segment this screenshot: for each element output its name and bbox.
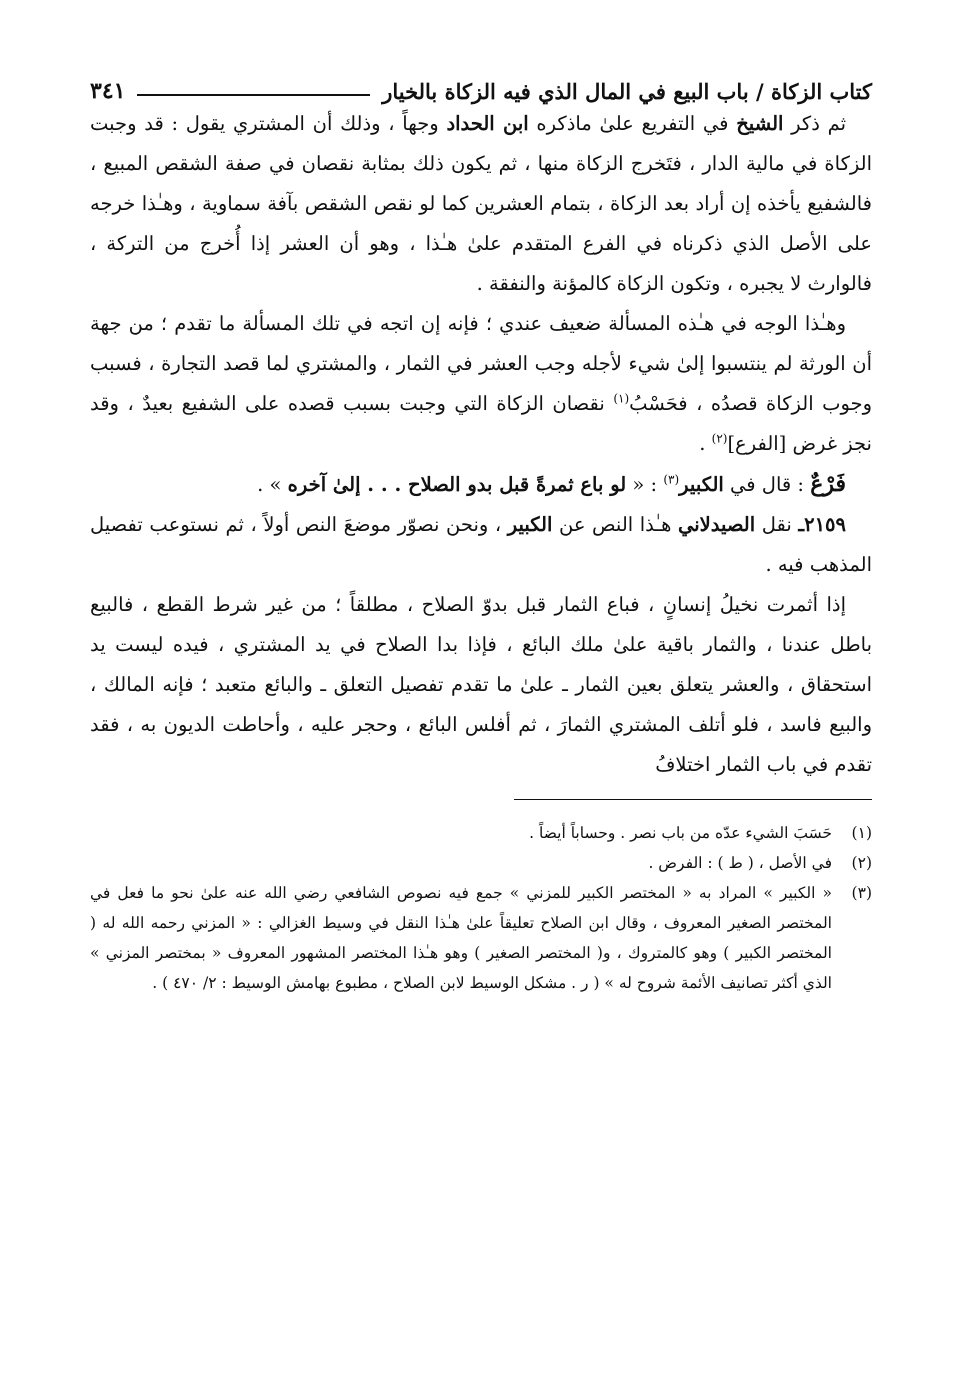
footnote-2 — [90, 848, 872, 878]
p3-text-e: » . — [257, 473, 288, 496]
p3-quote: لو باع ثمرةً قبل بدو الصلاح . . . إلىٰ آخره — [287, 473, 627, 496]
footnote-1 — [90, 818, 872, 848]
page-number: ٣٤١ — [90, 78, 126, 104]
footnote-text: « الكبير » المراد به « المختصر الكبير للمزني » جمع فيه نصوص الشافعي رضي الله عنه علىٰ نحو ما فعل في المختصر الصغير المعروف ، وقال ابن الصلاح تعليقاً علىٰ هـٰذا النقل في وسيط الغزالي : « المزني رحمه الله له ( المختصر الكبير ) وهو كالمتروك ، و( المختصر الصغير ) وهو هـٰذا المختصر المشهور المعروف « بمختصر المزني » الذي أكثر تصانيف الأئمة شروح له » ( ر . مشكل الوسيط لابن الصلاح ، مطبوع بهامش الوسيط : ٢/ ٤٧٠ ) . — [90, 884, 832, 992]
footnote-text: في الأصل ، ( ط ) : الفرض . — [648, 854, 832, 872]
footnote-ref-3[interactable]: (٣) — [663, 472, 680, 487]
p1-ibn-haddad: ابن الحداد — [446, 112, 529, 135]
p4-saydalani: الصيدلاني — [677, 513, 756, 536]
footnotes — [90, 818, 872, 998]
p3-text-a: : قال في — [723, 473, 811, 496]
p3-text-c: : « — [626, 473, 664, 496]
p1-text-e: وجهاً ، وذلك أن المشتري يقول : قد وجبت الزكاة في مالية الدار ، فتَخرج الزكاة منها ، ثم يكون ذلك بمثابة نقصان في صفة الشقص المبيع ، فالشفيع يأخذه إن أراد بعد الزكاة ، بتمام العشرين كما لو نقص الشقص بآفة سماوية ، وهـٰذا خرجه على الأصل الذي ذكرناه في الفرع المتقدم علىٰ هـٰذا ، وهو أن العشر إذا أُخرج من التركة ، فالوارث لا يجبره ، وتكون الزكاة كالمؤنة والنفقة . — [90, 112, 872, 295]
p4-kabir: الكبير — [507, 513, 553, 536]
paragraph-far — [90, 464, 872, 505]
p2-text-c: . — [699, 432, 712, 455]
footnote-ref-1[interactable]: (١) — [613, 391, 630, 406]
p4-text-a: نقل — [755, 513, 799, 536]
footnote-number: (٢) — [851, 854, 872, 872]
footnote-ref-2[interactable]: (٢) — [711, 431, 728, 446]
paragraph-5: إذا أثمرت نخيلُ إنسانٍ ، فباع الثمار قبل بدوّ الصلاح ، مطلقاً ؛ من غير شرط القطع ، فالبيع باطل عندنا ، والثمار باقية علىٰ ملك البائع ، فإذا بدا الصلاح في يد المشتري ، فيده ليست يد استحقاق ، والعشر يتعلق بعين الثمار ـ علىٰ ما تقدم تفصيل التعلق ـ والبائع متعبد ؛ فإنه المالك ، والبيع فاسد ، فلو أتلف المشتري الثمارَ ، ثم أفلس البائع ، وحجر عليه ، وأحاطت الديون به ، فقد تقدم في باب الثمار اختلافُ — [90, 593, 872, 776]
main-text — [90, 104, 872, 785]
p3-kabir: الكبير — [679, 473, 724, 496]
book-page — [90, 60, 872, 1350]
p1-text-a: ثم ذكر — [783, 112, 847, 135]
chapter-title: كتاب الزكاة / باب البيع في المال الذي فيه الزكاة بالخيار — [382, 79, 872, 104]
paragraph-2159 — [90, 505, 872, 585]
paragraph-1 — [90, 104, 872, 304]
p1-sheikh: الشيخ — [736, 112, 784, 135]
p1-text-c: في التفريع علىٰ ماذكره — [528, 112, 737, 135]
footnote-number: (١) — [851, 824, 872, 842]
p4-text-e: ، ونحن نصوّر موضعَ النص أولاً ، ثم نستوعب تفصيل المذهب فيه . — [90, 513, 872, 576]
footnote-text: حَسَبَ الشيء عدّه من باب نصر . وحساباً أيضاً . — [529, 824, 832, 842]
header-rule — [137, 94, 370, 96]
footnote-separator — [514, 799, 872, 800]
far-heading: فَرْعٌ — [810, 471, 846, 497]
footnote-3 — [90, 878, 872, 998]
paragraph-2 — [90, 304, 872, 464]
p2-text-a: وهـٰذا الوجه في هـٰذه المسألة ضعيف عندي ؛ فإنه إن اتجه في تلك المسألة ما تقدم ؛ من جهة أن الورثة لم ينتسبوا إلىٰ شيء لأجله وجب العشر في الثمار ، والمشتري لما قصد التجارة ، فسبب وجوب الزكاة قصدُه ، فحَسْبُ — [90, 312, 872, 415]
section-number: ٢١٥٩ـ — [798, 513, 846, 536]
running-header — [90, 60, 872, 104]
p4-text-c: هـٰذا النص عن — [552, 513, 678, 536]
p2-text-b: نقصان الزكاة التي وجبت بسبب قصده على الشفيع بعيدٌ ، وقد نجز غرض [الفرع] — [90, 392, 872, 455]
footnote-number: (٣) — [851, 884, 872, 902]
